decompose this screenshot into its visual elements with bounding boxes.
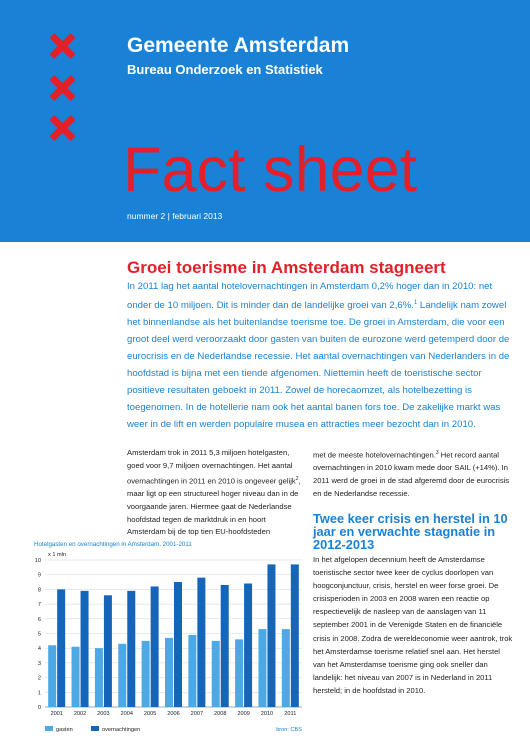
- bar-overnachtingen: [174, 582, 182, 707]
- bar-overnachtingen: [104, 595, 112, 707]
- bar-overnachtingen: [291, 564, 299, 707]
- x-tick-label: 2002: [73, 711, 87, 717]
- bar-overnachtingen: [127, 591, 135, 707]
- y-tick-label: 7: [37, 602, 41, 609]
- bar-gasten: [118, 644, 126, 707]
- issue-info: nummer 2 | februari 2013: [127, 211, 223, 221]
- bar-gasten: [188, 635, 196, 707]
- section-subheading: Twee keer crisis en herstel in 10 jaar en verwachte stagnatie in 2012-2013: [313, 511, 508, 552]
- body-column-1: Amsterdam trok in 2011 5,3 miljoen hotelgasten, goed voor 9,7 miljoen overnachtingen. Het aantal overnachtingen in 2011 en 2010 is ongeveer gelijk$^2$, maar ligt op een structureel hoger niveau dan in de voorgaande jaren. Hiermee gaat de Nederlandse hoofdstad tegen de marktdruk in en hoort Amsterdam bij de top tien EU-hoofdsteden: [127, 448, 301, 537]
- y-tick-label: 1: [37, 690, 41, 697]
- y-tick-label: 0: [37, 705, 41, 711]
- cross-icon: [50, 34, 74, 58]
- bar-gasten: [235, 639, 243, 707]
- bar-gasten: [142, 641, 150, 707]
- y-tick-label: 8: [37, 587, 41, 594]
- x-tick-label: 2010: [260, 711, 274, 717]
- bar-gasten: [282, 629, 290, 707]
- bar-gasten: [48, 645, 56, 707]
- legend-swatch: [45, 726, 53, 731]
- bar-overnachtingen: [267, 564, 275, 707]
- page-title: Fact sheet: [123, 135, 418, 205]
- bar-gasten: [212, 641, 220, 707]
- bar-gasten: [165, 638, 173, 707]
- x-tick-label: 2004: [120, 711, 133, 717]
- bar-gasten: [95, 648, 103, 707]
- y-tick-label: 10: [34, 558, 41, 564]
- x-tick-label: 2005: [143, 711, 157, 717]
- body-column-3: In het afgelopen decennium heeft de Amsterdamse toeristische sector twee keer de cyclus doorlopen van hoogconjunctuur, crisis, herstel en weer forse groei. De crisisperioden in 2003 en 2008 waren een reactie op respectievelijk de nasleep van de aanslagen van 11 september 2001 in de Verenigde Staten en de financiële crisis in 2008. Zodra de wereldeconomie weer aantrok, trok het Amsterdamse toerisme relatief snel aan. Het herstel van het Amsterdamse toerisme ging ook sneller dan landelijk: het niveau van 2007 is in Nederland in 2011 hersteld; in de hoofdstad in 2010.: [313, 555, 513, 695]
- chart-source: bron: CBS: [276, 727, 302, 733]
- bar-overnachtingen: [57, 589, 65, 707]
- x-tick-label: 2001: [50, 711, 63, 717]
- x-tick-label: 2006: [167, 711, 180, 717]
- article-headline: Groei toerisme in Amsterdam stagneert: [127, 258, 446, 277]
- x-tick-label: 2007: [190, 711, 204, 717]
- y-tick-label: 3: [37, 660, 41, 667]
- x-tick-label: 2009: [237, 711, 250, 717]
- y-tick-label: 9: [37, 572, 41, 579]
- x-tick-label: 2008: [214, 711, 227, 717]
- y-axis-unit: x 1 mln: [48, 552, 67, 558]
- legend-label: gasten: [56, 727, 73, 733]
- bar-overnachtingen: [244, 584, 252, 707]
- bar-gasten: [258, 629, 266, 707]
- y-tick-label: 4: [37, 646, 41, 653]
- x-tick-label: 2011: [284, 711, 297, 717]
- y-tick-label: 5: [37, 631, 41, 638]
- legend-swatch: [91, 726, 99, 731]
- legend-label: overnachtingen: [102, 727, 141, 733]
- bar-overnachtingen: [221, 585, 229, 707]
- chart-title: Hotelgasten en overnachtingen in Amsterdam, 2001-2011: [34, 541, 192, 548]
- bar-overnachtingen: [197, 578, 205, 707]
- organization-name: Gemeente Amsterdam: [127, 34, 350, 57]
- y-tick-label: 2: [37, 675, 41, 682]
- header-banner: [0, 0, 530, 242]
- cross-icon: [50, 116, 74, 140]
- bar-overnachtingen: [81, 591, 89, 707]
- y-tick-label: 6: [37, 616, 41, 623]
- lead-paragraph: In 2011 lag het aantal hotelovernachtingen in Amsterdam 0,2% hoger dan in 2010: net onder de 10 miljoen. Dit is minder dan de landelijke groei van 2,6%.$^1$ Landelijk nam zowel het binnenlandse als het buitenlandse toerisme toe. De groei in Amsterdam, die voor een groot deel werd veroorzaakt door gasten van buiten de eurozone werd getemperd door de eurocrisis en de Nederlandse recessie. Het aantal overnachtingen van Nederlanders in de hoofdstad is bijna met een tiende afgenomen. Niettemin heeft de toeristische sector positieve resultaten geboekt in 2011. Zowel de horecaomzet, als hotelbezetting is toegenomen. In de hotellerie nam ook het aantal banen fors toe. De zakelijke markt was weer in de lift en werden populaire musea en attracties meer bezocht dan in 2010.: [127, 281, 510, 431]
- x-tick-label: 2003: [97, 711, 110, 717]
- cross-icon: [50, 76, 74, 100]
- bar-overnachtingen: [151, 586, 159, 707]
- body-column-2: met de meeste hotelovernachtingen.$^3$ Het record aantal overnachtingen in 2010 kwam mede door SAIL (+14%). In 2011 werd de groei in de stad afgeremd door de eurocrisis en de Nederlandse recessie.: [313, 450, 510, 498]
- bar-gasten: [72, 647, 80, 707]
- bar-chart: [30, 548, 310, 738]
- department-name: Bureau Onderzoek en Statistiek: [127, 62, 323, 77]
